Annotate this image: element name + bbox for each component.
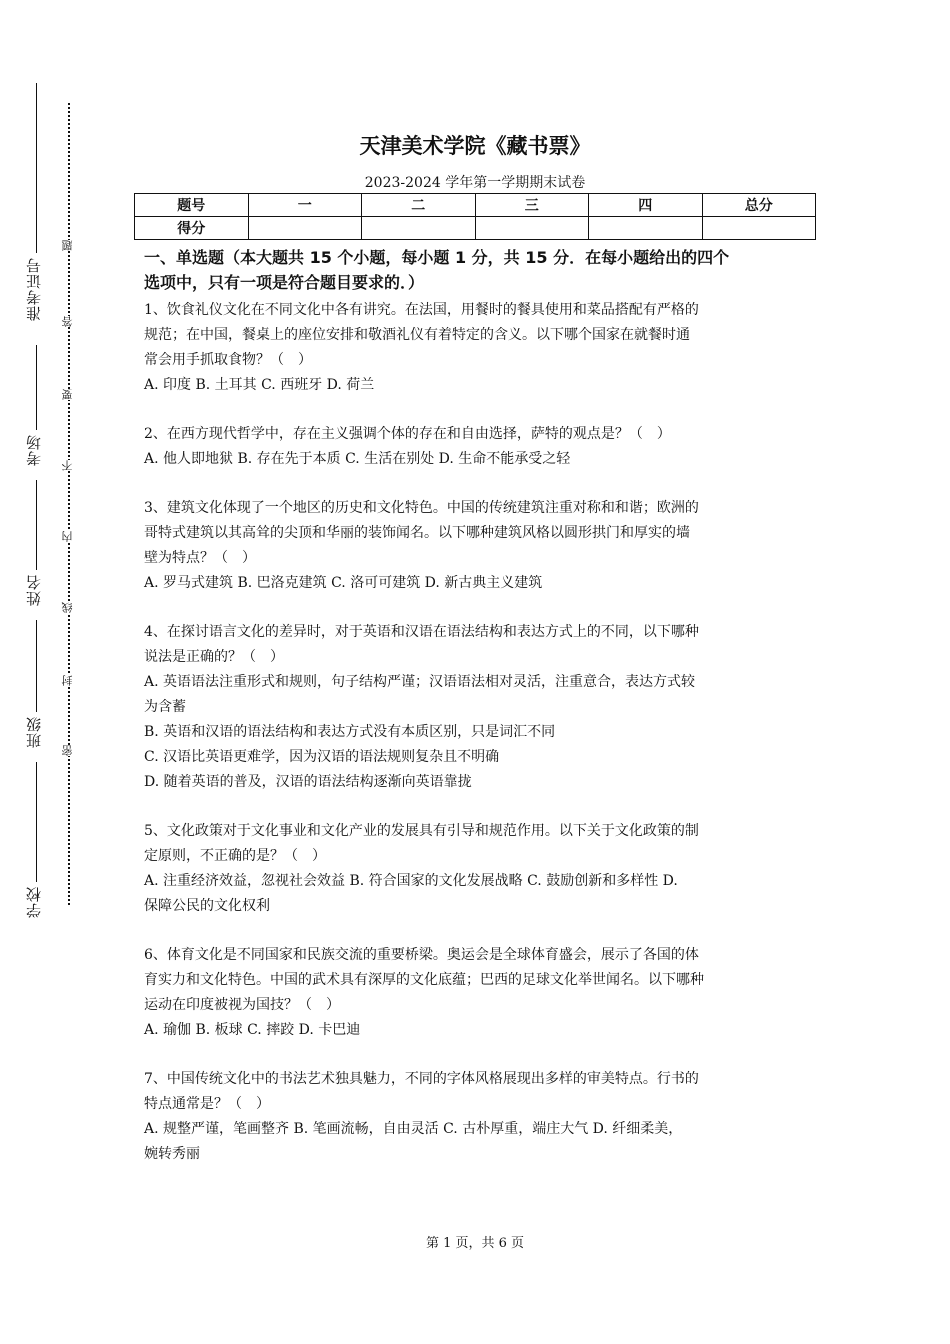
question-stem-line: 规范；在中国，餐桌上的座位安排和敬酒礼仪有着特定的含义。以下哪个国家在就餐时通 (144, 327, 690, 343)
field-line (36, 83, 37, 253)
class-label: 班级 (25, 716, 43, 748)
seal-char: 封 (61, 675, 74, 686)
question-item (144, 819, 814, 919)
score-cell: 四 (589, 194, 703, 217)
question-options-line: A. 罗马式建筑 B. 巴洛克建筑 C. 洛可可建筑 D. 新古典主义建筑 (144, 575, 543, 591)
question-options-line: C. 汉语比英语更难学，因为汉语的语法规则复杂且不明确 (144, 749, 500, 765)
student-name-label: 姓名 (25, 574, 43, 606)
seal-char: 内 (61, 531, 74, 542)
question-stem-line: 常会用手抓取食物？（ ） (144, 352, 312, 368)
score-table (134, 193, 816, 240)
question-stem-line: 4、在探讨语言文化的差异时，对于英语和汉语在语法结构和表达方式上的不同，以下哪种 (144, 624, 699, 640)
section-heading (144, 245, 814, 295)
field-line (36, 762, 37, 882)
question-stem-line: 3、建筑文化体现了一个地区的历史和文化特色。中国的传统建筑注重对称和和谐；欧洲的 (144, 500, 699, 516)
score-cell: 得分 (135, 217, 249, 240)
question-options-line: D. 随着英语的普及，汉语的语法结构逐渐向英语靠拢 (144, 774, 472, 790)
question-options-line: 婉转秀丽 (144, 1146, 200, 1162)
exam-id-label: 准考证号 (25, 257, 43, 321)
page-footer: 第 1 页，共 6 页 (425, 1236, 525, 1251)
school-label: 学校 (25, 886, 43, 918)
question-stem-line: 育实力和文化特色。中国的武术具有深厚的文化底蕴；巴西的足球文化举世闻名。以下哪种 (144, 972, 704, 988)
question-options-line: B. 英语和汉语的语法结构和表达方式没有本质区别，只是词汇不同 (144, 724, 556, 740)
score-input-cell[interactable] (362, 217, 476, 240)
question-stem-line: 6、体育文化是不同国家和民族交流的重要桥梁。奥运会是全球体育盛会，展示了各国的体 (144, 947, 699, 963)
exam-title: 天津美术学院《藏书票》 (359, 134, 591, 158)
field-line (36, 480, 37, 570)
question-options-line: A. 瑜伽 B. 板球 C. 摔跤 D. 卡巴迪 (144, 1022, 361, 1038)
score-input-cell[interactable] (589, 217, 703, 240)
question-stem-line: 哥特式建筑以其高耸的尖顶和华丽的装饰闻名。以下哪种建筑风格以圆形拱门和厚实的墙 (144, 525, 690, 541)
seal-dotted-line (68, 103, 70, 905)
score-input-cell[interactable] (702, 217, 816, 240)
question-options-line: A. 英语语法注重形式和规则，句子结构严谨；汉语语法相对灵活，注重意合，表达方式较 (144, 674, 696, 690)
score-cell: 二 (362, 194, 476, 217)
section-heading-line: 一、单选题（本大题共 15 个小题，每小题 1 分，共 15 分．在每小题给出的四个 (144, 248, 730, 267)
question-options-line: 保障公民的文化权利 (144, 898, 270, 914)
question-options-line: A. 他人即地狱 B. 存在先于本质 C. 生活在别处 D. 生命不能承受之轻 (144, 451, 571, 467)
question-stem-line: 运动在印度被视为国技？（ ） (144, 997, 340, 1013)
section-heading-line: 选项中，只有一项是符合题目要求的．） (144, 273, 425, 292)
question-item (144, 943, 814, 1043)
score-cell: 三 (475, 194, 589, 217)
seal-char: 线 (61, 602, 74, 613)
seal-char: 要 (61, 389, 74, 400)
question-stem-line: 5、文化政策对于文化事业和文化产业的发展具有引导和规范作用。以下关于文化政策的制 (144, 823, 699, 839)
question-item (144, 298, 814, 398)
score-cell: 一 (248, 194, 362, 217)
question-options-line: A. 规整严谨，笔画整齐 B. 笔画流畅，自由灵活 C. 古朴厚重，端庄大气 D. 纤细柔美， (144, 1121, 683, 1137)
question-stem-line: 说法是正确的？（ ） (144, 649, 284, 665)
score-cell: 总分 (702, 194, 816, 217)
score-input-cell[interactable] (475, 217, 589, 240)
exam-subtitle: 2023-2024 学年第一学期期末试卷 (364, 175, 586, 191)
seal-char: 密 (61, 745, 74, 756)
score-cell: 题号 (135, 194, 249, 217)
question-item (144, 620, 814, 795)
question-options-line: 为含蓄 (144, 699, 186, 715)
seal-char: 不 (61, 460, 74, 471)
seal-char: 题 (61, 240, 74, 251)
question-item (144, 1067, 814, 1167)
question-item (144, 422, 814, 472)
seal-char: 答 (61, 316, 74, 327)
question-stem-line: 壁为特点？（ ） (144, 550, 256, 566)
question-stem-line: 特点通常是？（ ） (144, 1096, 270, 1112)
question-stem-line: 2、在西方现代哲学中，存在主义强调个体的存在和自由选择，萨特的观点是？（ ） (144, 426, 671, 442)
exam-content (144, 245, 814, 1191)
question-item (144, 496, 814, 596)
exam-room-label: 考场 (25, 434, 43, 466)
question-stem-line: 7、中国传统文化中的书法艺术独具魅力，不同的字体风格展现出多样的审美特点。行书的 (144, 1071, 699, 1087)
score-input-cell[interactable] (248, 217, 362, 240)
question-options-line: A. 印度 B. 土耳其 C. 西班牙 D. 荷兰 (144, 377, 375, 393)
score-table-header-row (135, 194, 816, 217)
score-table-score-row (135, 217, 816, 240)
question-list (144, 298, 814, 1167)
field-line (36, 345, 37, 430)
field-line (36, 620, 37, 712)
question-stem-line: 1、饮食礼仪文化在不同文化中各有讲究。在法国，用餐时的餐具使用和菜品搭配有严格的 (144, 302, 699, 318)
question-options-line: A. 注重经济效益，忽视社会效益 B. 符合国家的文化发展战略 C. 鼓励创新和多样性 D. (144, 873, 678, 889)
question-stem-line: 定原则，不正确的是？（ ） (144, 848, 326, 864)
